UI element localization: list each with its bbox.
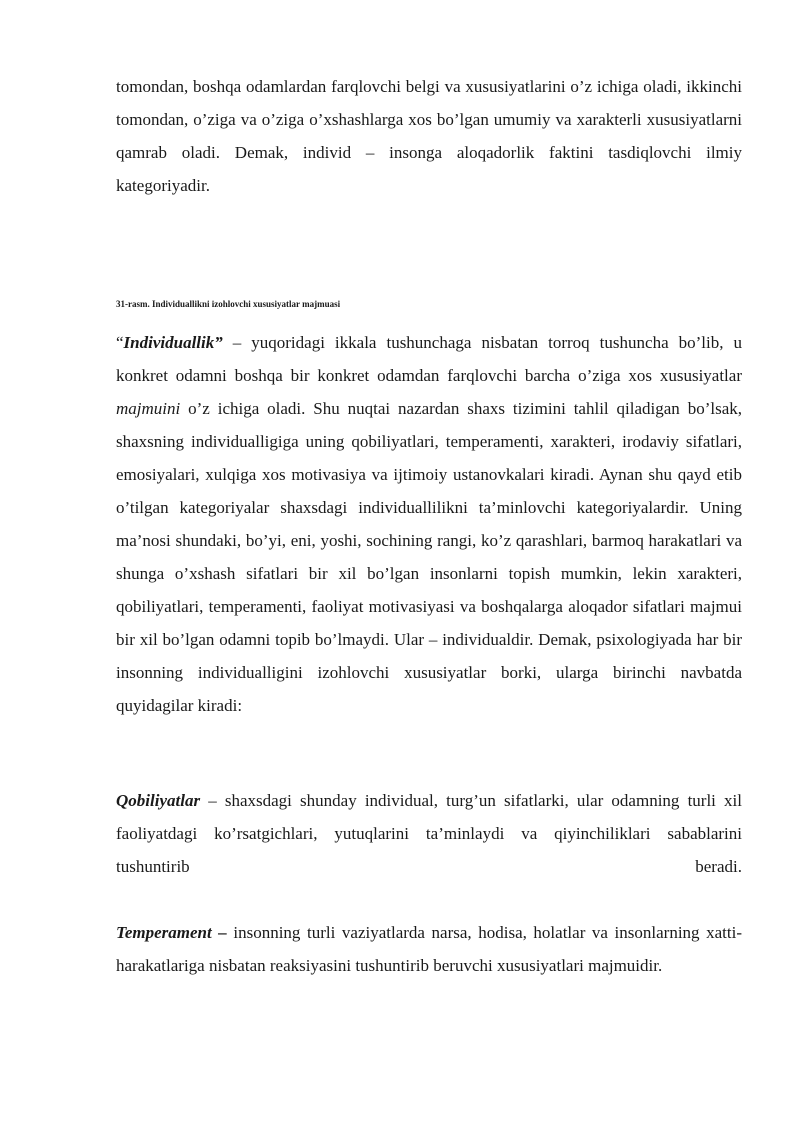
individuallik-text-2: o’z ichiga oladi. Shu nuqtai nazardan shaxs tizimini tahlil qiladigan bo’lsak, shaxsning individualligiga uning qobiliyatlari, temperamenti, xarakteri, irodaviy sifatlari, emosiyalari, xulqiga xos motivasiya va ijtimoiy ustanovkalari kiradi. Aynan shu qayd etib o’tilgan kategoriyalar shaxsdagi individuallilikni ta’minlovchi kategoriyalardir. Uning ma’nosi shundaki, bo’yi, eni, yoshi, sochining rangi, ko’z qarashlari, barmoq harakatlari va shunga o’xshash sifatlari bir xil bo’lgan insonlarni topish mumkin, lekin xarakteri, qobiliyatlari, temperamenti, faoliyat motivasiyasi va boshqalarga aloqador sifatlari majmui bir xil bo’lgan odamni topib bo’lmaydi. Ular – individualdir. Demak, psixologiyada har bir insonning individualligini izohlovchi xususiyatlar borki, ularga birinchi navbatda quyidagilar kiradi:	[116, 399, 742, 715]
term-qobiliyatlar: Qobiliyatlar	[116, 791, 201, 810]
paragraph-temperament	[116, 916, 742, 982]
figure-caption: 31-rasm. Individuallikni izohlovchi xususiyatlar majmuasi	[116, 299, 341, 309]
document-page	[116, 70, 742, 982]
term-temperament: Temperament –	[116, 923, 227, 942]
qobiliyatlar-text: – shaxsdagi shunday individual, turg’un sifatlarki, ular odamning turli xil faoliyatdagi ko’rsatgichlari, yutuqlarini ta’minlaydi va qiyinchiliklari sabablarini tushuntirib beradi.	[116, 791, 742, 876]
term-individuallik: Individuallik”	[123, 333, 223, 352]
paragraph-intro: tomondan, boshqa odamlardan farqlovchi belgi va xususiyatlarini o’z ichiga oladi, ikkinchi tomondan, o’ziga va o’ziga o’xshashlarga xos bo’lgan umumiy va xarakterli xususiyatlarni qamrab oladi. Demak, individ – insonga aloqadorlik faktini tasdiqlovchi ilmiy kategoriyadir.	[116, 77, 742, 195]
individuallik-text-1: – yuqoridagi ikkala tushunchaga nisbatan torroq tushuncha bo’lib, u konkret odamni boshqa bir konkret odamdan farqlovchi barcha o’ziga xos xususiyatlar	[116, 333, 742, 385]
italic-word-majmuini: majmuini	[116, 399, 181, 418]
paragraph-individuallik	[116, 326, 742, 722]
open-quote: “	[116, 333, 124, 352]
temperament-text: insonning turli vaziyatlarda narsa, hodisa, holatlar va insonlarning xatti-harakatlariga nisbatan reaksiyasini tushuntirib beruvchi xususiyatlari majmuidir.	[116, 923, 742, 975]
paragraph-qobiliyatlar	[116, 784, 742, 883]
